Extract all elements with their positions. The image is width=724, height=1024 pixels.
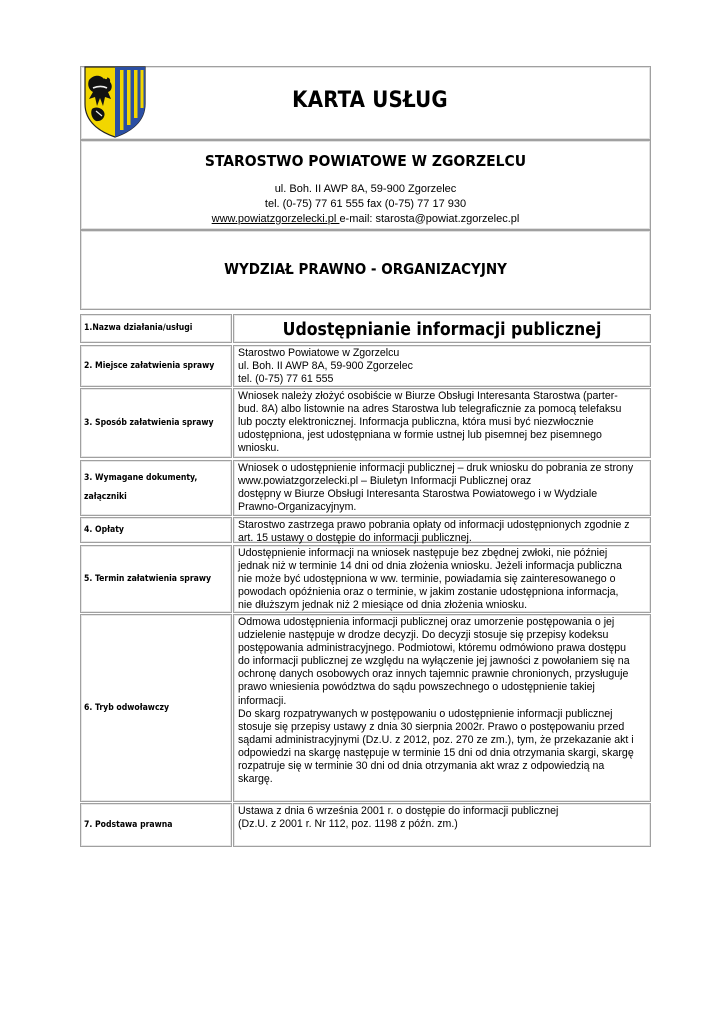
office-address: ul. Boh. II AWP 8A, 59-900 Zgorzelec: [274, 183, 457, 195]
row-label-method: 3. Sposób załatwienia sprawy: [80, 388, 232, 458]
office-contact: [81, 212, 650, 227]
office-name: STAROSTWO POWIATOWE W ZGORZELCU: [204, 152, 527, 170]
page-title: KARTA USŁUG: [292, 88, 448, 113]
row-value-fees: Starostwo zastrzega prawo pobrania opłaty od informacji udostępnionych zgodnie z art. 15 ustawy o dostępie do informacji publicznej.: [233, 517, 651, 543]
row-label-service-name: 1.Nazwa działania/usługi: [80, 314, 232, 343]
row-label-appeal: 6. Tryb odwoławczy: [80, 614, 232, 802]
office-phone: tel. (0-75) 77 61 555 fax (0-75) 77 17 930: [264, 198, 467, 210]
row-value-service-name: Udostępnianie informacji publicznej: [233, 314, 651, 343]
row-label-fees: 4. Opłaty: [80, 517, 232, 543]
row-value-appeal: Odmowa udostępnienia informacji publicznej oraz umorzenie postępowania o jej udzielenie następuje w drodze decyzji. Do decyzji stosuje się przepisy kodeksu postępowania administracyjnego. Podmiotowi, któremu odmówiono prawa dostępu do informacji publicznej ze względu na wyłączenie jej jawności z powołaniem się na ochronę danych osobowych oraz innych tajemnic prawnie chronionych, przysługuje prawo wniesienia powództwa do sądu powszechnego o udostępnienie takiej informacji. Do skarg rozpatrywanych w postępowaniu o udostępnienie informacji publicznej stosuje się przepisy ustawy z dnia 30 sierpnia 2002r. Prawo o postępowaniu przed sądami administracyjnymi (Dz.U. z 2012, poz. 270 ze zm.), tym, że przekazanie akt i odpowiedzi na skargę następuje w terminie 15 dni od dnia otrzymania skargi, skargę rozpatruje się w terminie 30 dni od dnia otrzymania akt wraz z odpowiedzią na skargę.: [233, 614, 651, 802]
row-label-deadline: 5. Termin załatwienia sprawy: [80, 545, 232, 613]
row-value-deadline: Udostępnienie informacji na wniosek następuje bez zbędnej zwłoki, nie później jednak niż w terminie 14 dni od dnia złożenia wniosku. Jeżeli informacja publiczna nie może być udostępniona w ww. terminie, powiadamia się zainteresowanego o powodach opóźnienia oraz o terminie, w jakim zostanie udostępniona informacja, nie dłuższym jednak niż 2 miesiące od dnia złożenia wniosku.: [233, 545, 651, 613]
row-value-method: Wniosek należy złożyć osobiście w Biurze Obsługi Interesanta Starostwa (parter- bud. 8A) albo listownie na adres Starostwa lub telegraficznie za pomocą telefaksu lub poczty elektronicznej. Informacja publiczna, która musi być niezwłocznie udostępniona, jest udostępniana w formie ustnej lub pisemnej bez pisemnego wniosku.: [233, 388, 651, 458]
coat-of-arms-icon: [84, 66, 146, 138]
row-value-legal-basis: Ustawa z dnia 6 września 2001 r. o dostępie do informacji publicznej (Dz.U. z 2001 r. Nr 112, poz. 1198 z późn. zm.): [233, 803, 651, 847]
row-value-documents: Wniosek o udostępnienie informacji publicznej – druk wniosku do pobrania ze strony www.powiatzgorzelecki.pl – Biuletyn Informacji Publicznej oraz dostępny w Biurze Obsługi Interesanta Starostwa Powiatowego i w Wydziale Prawno-Organizacyjnym.: [233, 460, 651, 516]
website-link[interactable]: www.powiatzgorzelecki.pl: [211, 213, 340, 225]
row-label-place: 2. Miejsce załatwienia sprawy: [80, 345, 232, 387]
row-label-documents: 3. Wymagane dokumenty, załączniki: [80, 460, 232, 516]
row-label-legal-basis: 7. Podstawa prawna: [80, 803, 232, 847]
row-value-place: Starostwo Powiatowe w Zgorzelcu ul. Boh. II AWP 8A, 59-900 Zgorzelec tel. (0-75) 77 61 555: [233, 345, 651, 387]
department-name: WYDZIAŁ PRAWNO - ORGANIZACYJNY: [224, 260, 507, 278]
email-text: e-mail: starosta@powiat.zgorzelec.pl: [339, 213, 520, 225]
